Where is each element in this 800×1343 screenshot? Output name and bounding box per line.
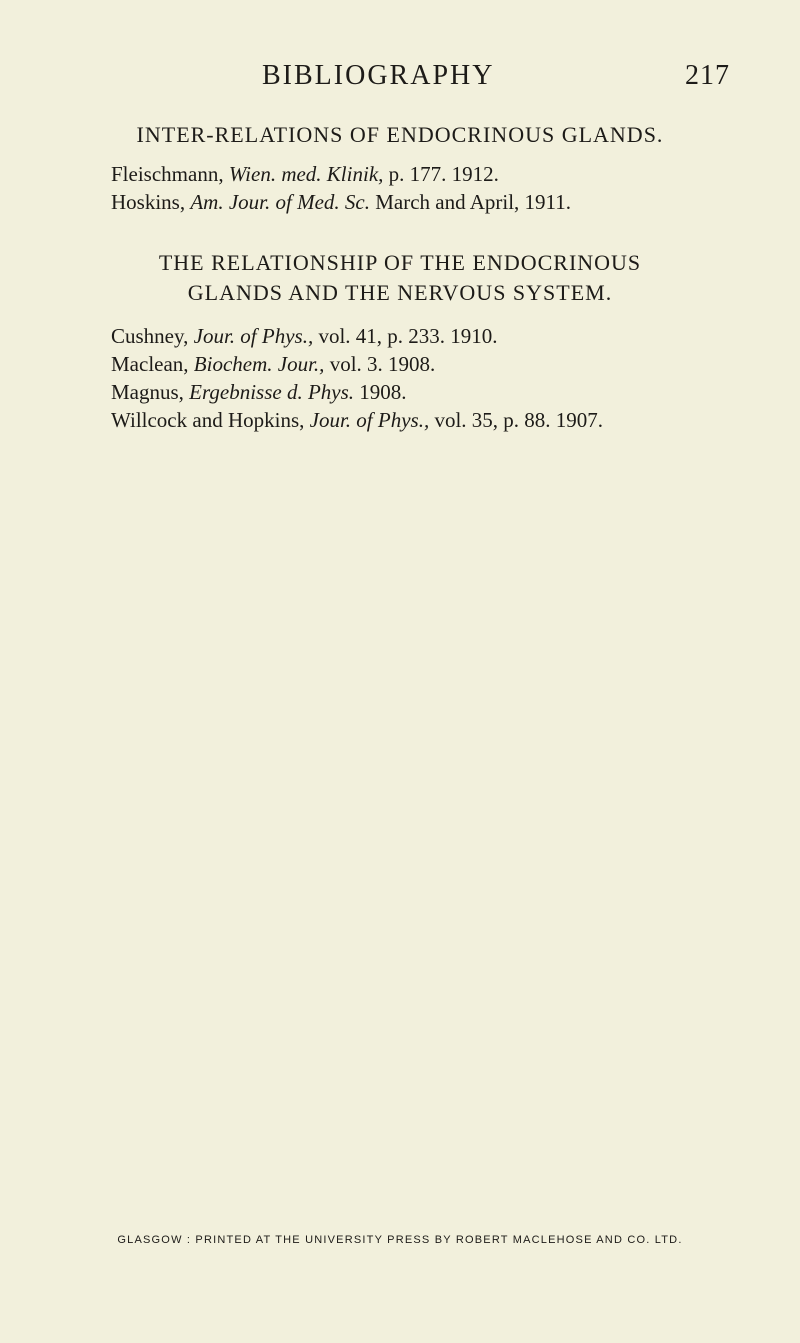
entry-details: 1908. [359, 380, 407, 404]
entry-journal: Jour. of Phys., [193, 324, 314, 348]
entry-details: vol. 35, p. 88. 1907. [434, 408, 604, 432]
entry-author: Maclean, [111, 352, 189, 376]
entry-journal: Am. Jour. of Med. Sc. [190, 190, 370, 214]
entry-journal: Wien. med. Klinik, [228, 162, 384, 186]
entry-journal: Jour. of Phys., [309, 408, 430, 432]
bibliography-entry [111, 322, 800, 350]
entry-author: Magnus, [111, 380, 184, 404]
section-nervous-system [0, 248, 800, 434]
entry-list [0, 322, 800, 434]
entry-details: vol. 41, p. 233. 1910. [318, 324, 498, 348]
entry-journal: Ergebnisse d. Phys. [189, 380, 355, 404]
entry-author: Cushney, [111, 324, 189, 348]
bibliography-entry [111, 350, 800, 378]
bibliography-entry [111, 160, 800, 188]
running-head [0, 60, 800, 100]
entry-details: March and April, 1911. [375, 190, 572, 214]
entry-details: vol. 3. 1908. [329, 352, 436, 376]
bibliography-entry [111, 188, 800, 216]
section-inter-relations [0, 120, 800, 216]
section-heading-line: INTER-RELATIONS OF ENDOCRINOUS GLANDS. [136, 122, 664, 147]
running-title: BIBLIOGRAPHY [262, 60, 495, 91]
printer-colophon: GLASGOW : PRINTED AT THE UNIVERSITY PRESS BY ROBERT MACLEHOSE AND CO. LTD. [117, 1234, 683, 1246]
bibliography-entry [111, 378, 800, 406]
entry-journal: Biochem. Jour., [193, 352, 325, 376]
section-heading-line: THE RELATIONSHIP OF THE ENDOCRINOUS [158, 250, 642, 275]
entry-details: p. 177. 1912. [388, 162, 499, 186]
section-heading [0, 120, 800, 150]
page-number: 217 [685, 60, 730, 91]
entry-list [0, 160, 800, 216]
section-heading-line: GLANDS AND THE NERVOUS SYSTEM. [187, 280, 613, 305]
entry-author: Fleischmann, [111, 162, 224, 186]
entry-author: Hoskins, [111, 190, 186, 214]
entry-author: Willcock and Hopkins, [111, 408, 305, 432]
bibliography-entry [111, 406, 800, 434]
section-heading [0, 248, 800, 308]
